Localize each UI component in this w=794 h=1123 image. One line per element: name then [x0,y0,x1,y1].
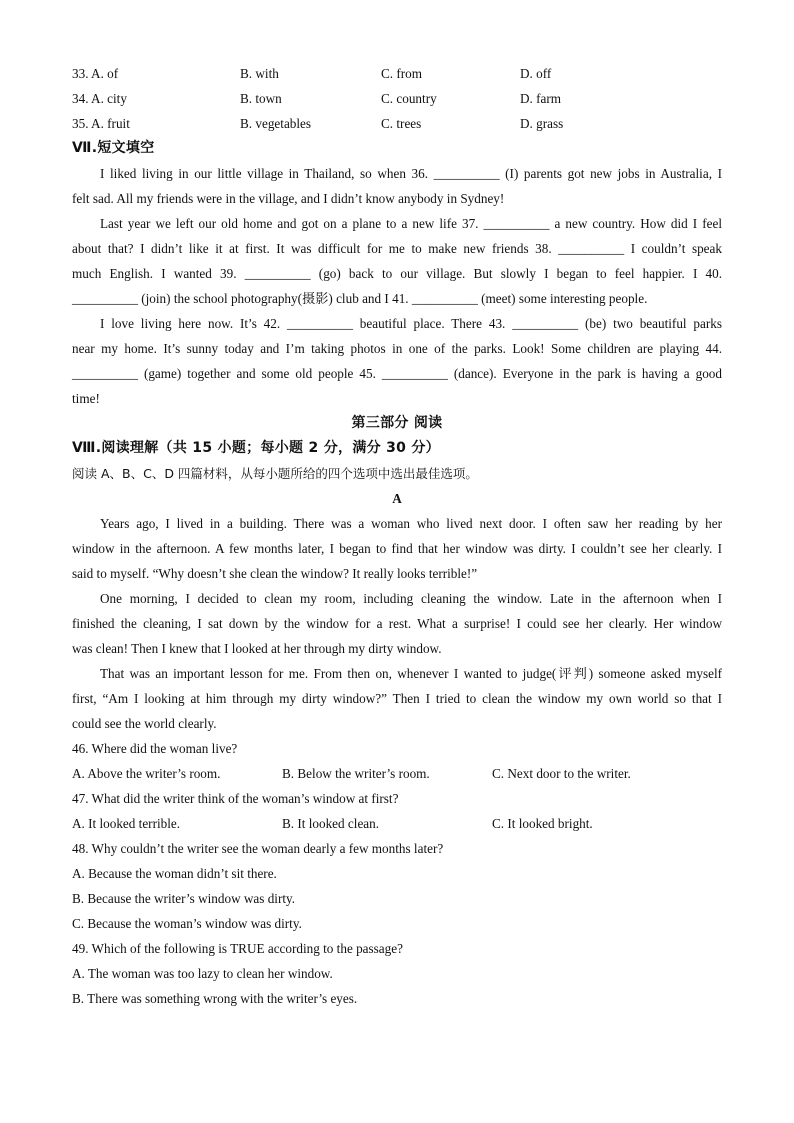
text-line: about that? I didn’t like it at first. It was difficult for me to make new friends 38. __________ I couldn’t speak [72,241,722,256]
question-options [72,761,722,786]
option-a: 33. A. of [72,66,119,81]
text-line: near my home. It’s sunny today and I’m taking photos in one of the parks. Look! Some children are playing 44. [72,341,722,356]
option-b: B. vegetables [240,116,312,131]
option-row-34 [72,86,722,111]
option-c: C. Because the woman’s window was dirty. [72,916,302,931]
text-line: Years ago, I lived in a building. There was a woman who lived next door. I often saw her reading by her [100,516,722,531]
question-48 [72,836,722,936]
option-a: A. The woman was too lazy to clean her window. [72,966,333,981]
option-a: 35. A. fruit [72,116,130,131]
passage-a-paragraph-3 [72,661,722,736]
section-8-heading: Ⅷ.阅读理解（共 15 小题；每小题 2 分，满分 30 分） [72,440,440,456]
option-a: A. Because the woman didn’t sit there. [72,866,277,881]
question-46 [72,736,722,786]
option-b: B. town [240,91,282,106]
option-a: 34. A. city [72,91,127,106]
option-b: B. There was something wrong with the writer’s eyes. [72,991,358,1006]
text-line: __________ (join) the school photography(摄影) club and I 41. __________ (meet) some interesting people. [72,291,648,306]
option-c: C. from [381,66,423,81]
option-a: A. It looked terrible. [72,816,181,831]
section-7-paragraph-1 [72,161,722,211]
text-line: much English. I wanted 39. __________ (go) back to our village. But slowly I began to feel happier. I 40. [72,266,722,281]
section-7-heading: Ⅶ.短文填空 [72,140,155,156]
text-line: window in the afternoon. A few months later, I began to find that her window was dirty. I couldn’t see her clearly. I [72,541,722,556]
options-block-33-35 [72,61,722,136]
reading-instruction: 阅读 A、B、C、D 四篇材料，从每小题所给的四个选项中选出最佳选项。 [72,466,478,481]
part-3-title: 第三部分 阅读 [351,415,443,431]
text-line: __________ (game) together and some old people 45. __________ (dance). Everyone in the park is having a good [72,366,722,381]
text-line: finished the cleaning, I sat down by the window for a rest. What a surprise! I could see her clearly. Her window [72,616,722,631]
question-stem: 46. Where did the woman live? [72,741,238,756]
section-7-paragraph-3 [72,311,722,411]
passage-a-paragraph-1 [72,511,722,586]
text-line: was clean! Then I knew that I looked at her through my dirty window. [72,641,442,656]
option-d: D. farm [520,91,562,106]
text-line: Last year we left our old home and got on a plane to a new life 37. __________ a new country. How did I feel [100,216,722,231]
option-row-33 [72,61,722,86]
text-line: felt sad. All my friends were in the village, and I didn’t know anybody in Sydney! [72,191,505,206]
text-line: said to myself. “Why doesn’t she clean the window? It really looks terrible!” [72,566,478,581]
option-d: D. grass [520,116,564,131]
option-b: B. Below the writer’s room. [282,766,430,781]
question-47 [72,786,722,836]
option-b: B. It looked clean. [282,816,380,831]
question-stem: 49. Which of the following is TRUE according to the passage? [72,941,403,956]
option-a: A. Above the writer’s room. [72,766,221,781]
passage-label: A [392,491,402,506]
question-options [72,811,722,836]
option-c: C. trees [381,116,422,131]
text-line: could see the world clearly. [72,716,217,731]
question-49 [72,936,722,1011]
option-c: C. country [381,91,437,106]
option-c: C. It looked bright. [492,816,593,831]
text-line: I love living here now. It’s 42. __________ beautiful place. There 43. __________ (be) two beautiful parks [100,316,722,331]
section-7-paragraph-2 [72,211,722,311]
text-line: first, “Am I looking at him through my dirty window?” Then I tried to clean the window my own world so that I [72,691,722,706]
option-b: B. Because the writer’s window was dirty. [72,891,296,906]
exam-page [72,61,722,1011]
option-c: C. Next door to the writer. [492,766,631,781]
option-d: D. off [520,66,552,81]
option-row-35 [72,111,722,136]
question-stem: 48. Why couldn’t the writer see the woman dearly a few months later? [72,841,444,856]
text-line: That was an important lesson for me. From then on, whenever I wanted to judge(评判) someone asked myself [100,666,722,681]
text-line: I liked living in our little village in Thailand, so when 36. __________ (I) parents got new jobs in Australia, I [100,166,722,181]
text-line: time! [72,391,100,406]
question-stem: 47. What did the writer think of the woman’s window at first? [72,791,399,806]
option-b: B. with [240,66,279,81]
passage-a-paragraph-2 [72,586,722,661]
text-line: One morning, I decided to clean my room, including cleaning the window. Late in the afternoon when I [100,591,722,606]
